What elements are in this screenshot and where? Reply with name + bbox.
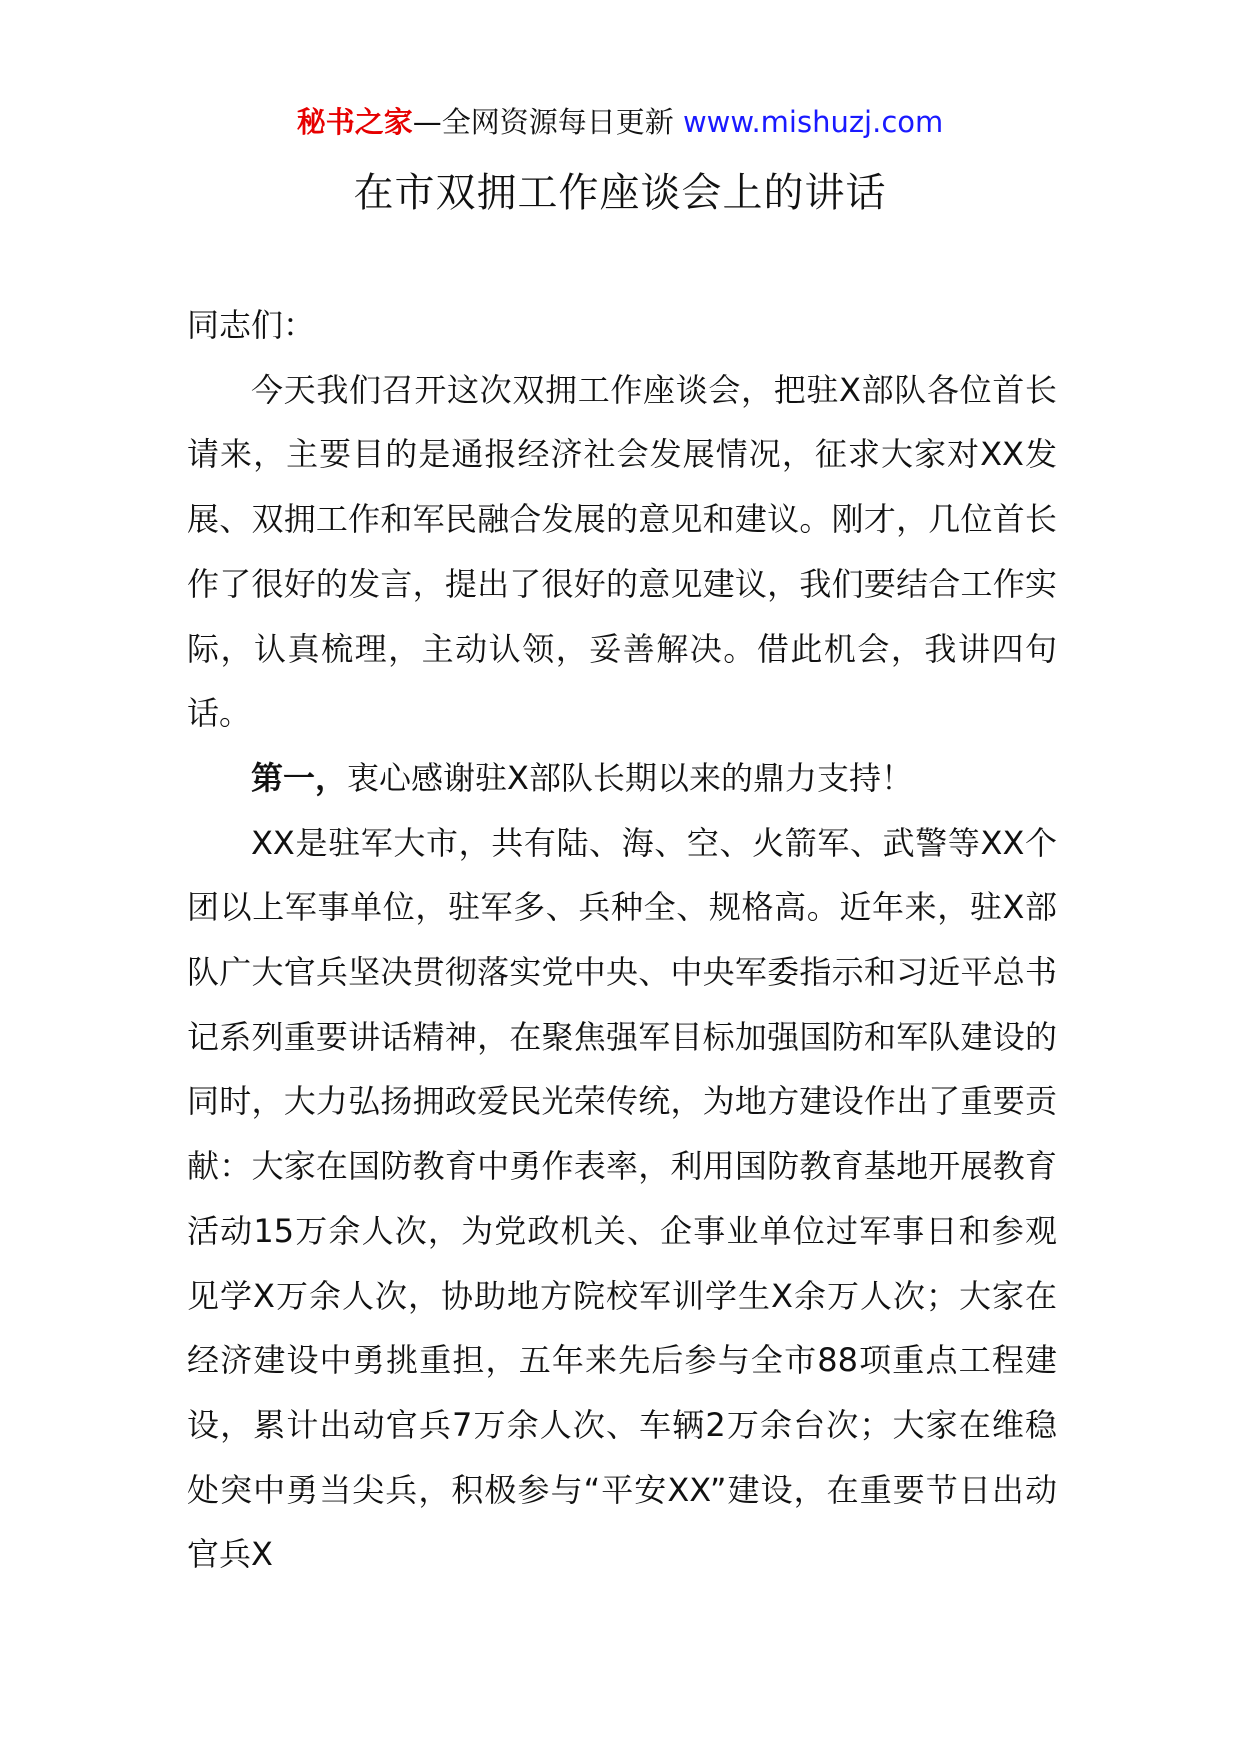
section-heading (187, 746, 1057, 811)
site-brand: 秘书之家 (296, 105, 413, 139)
document-body (187, 293, 1057, 1587)
section-lead: 第一， (251, 758, 348, 797)
section-heading-text: 衷心感谢驻X部队长期以来的鼎力支持！ (347, 758, 913, 797)
document-title: 在市双拥工作座谈会上的讲话 (353, 170, 887, 216)
salutation: 同志们： (187, 306, 316, 344)
paragraph: 今天我们召开这次双拥工作座谈会，把驻X部队各位首长请来，主要目的是通报经济社会发展情况，征求大家对XX发展、双拥工作和军民融合发展的意见和建议。刚才，几位首长作了很好的发言，提出了很好的意见建议，我们要结合工作实际，认真梳理，主动认领，妥善解决。借此机会，我讲四句话。 (187, 370, 1057, 733)
site-url-link[interactable]: www.mishuzj.com (682, 105, 944, 139)
paragraph: XX是驻军大市，共有陆、海、空、火箭军、武警等XX个团以上军事单位，驻军多、兵种全、规格高。近年来，驻X部队广大官兵坚决贯彻落实党中央、中央军委指示和习近平总书记系列重要讲话精神，在聚焦强军目标加强国防和军队建设的同时，大力弘扬拥政爱民光荣传统，为地方建设作出了重要贡献：大家在国防教育中勇作表率，利用国防教育基地开展教育活动15万余人次，为党政机关、企事业单位过军事日和参观见学X万余人次，协助地方院校军训学生X余万人次；大家在经济建设中勇挑重担，五年来先后参与全市88项重点工程建设，累计出动官兵7万余人次、车辆2万余台次；大家在维稳处突中勇当尖兵，积极参与“平安XX”建设，在重要节日出动官兵X (187, 823, 1057, 1574)
site-header (0, 100, 1240, 144)
site-slogan: —全网资源每日更新 (412, 105, 674, 139)
